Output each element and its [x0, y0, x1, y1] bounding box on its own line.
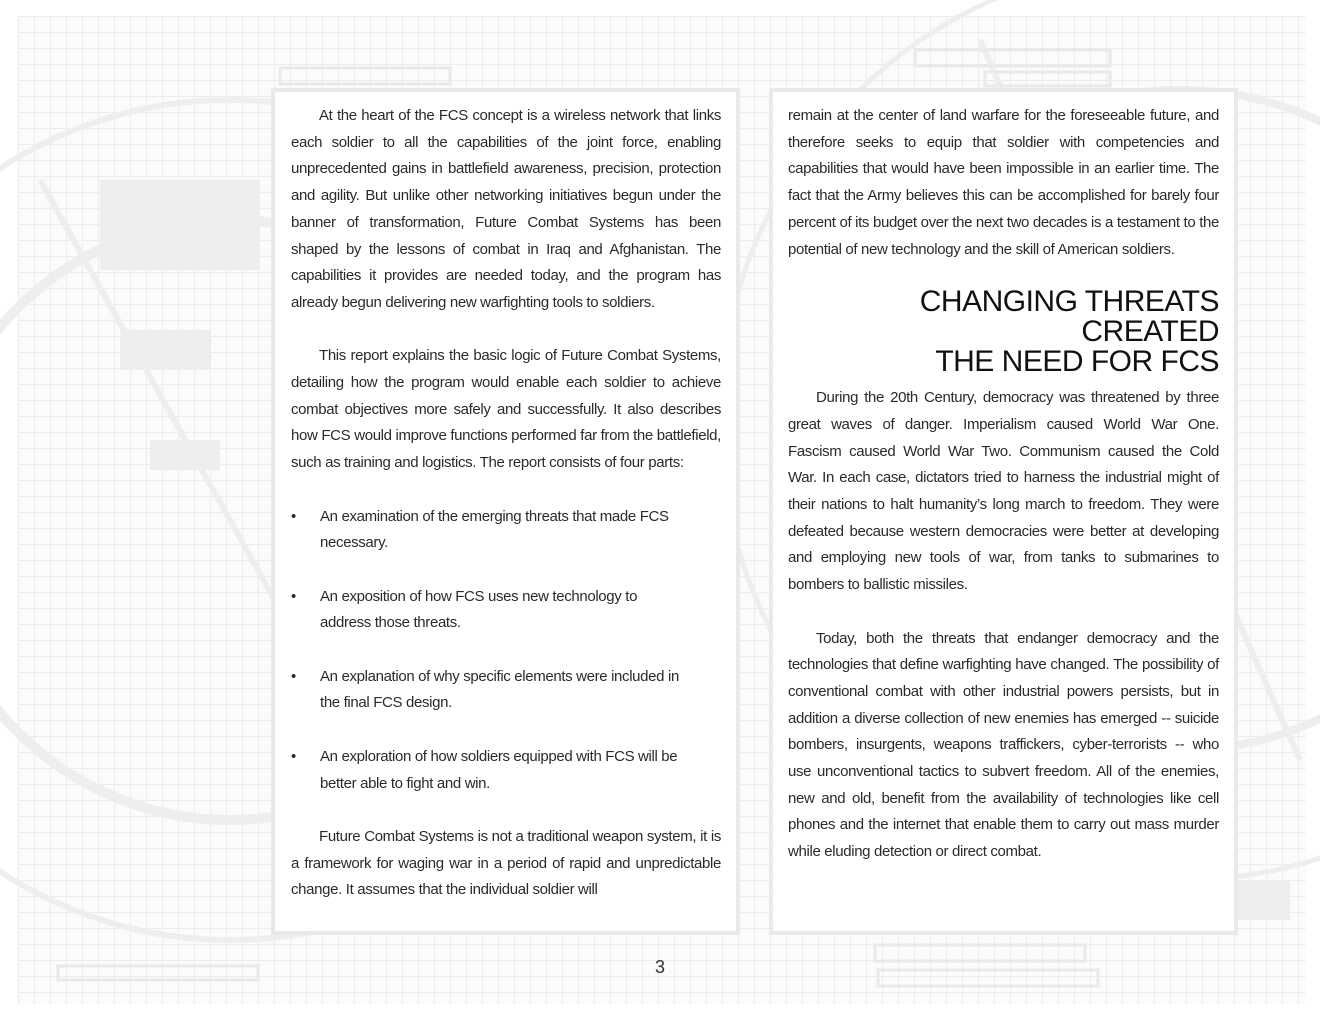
- bullet-icon: •: [291, 587, 296, 605]
- right-paragraph-1: remain at the center of land warfare for the foreseeable future, and therefore seeks to equip that soldier with competencies and capabilities that would have been impossible in an earlier time. The fact that the Army believes this can be accomplished for barely four percent of its budget over the next two decades is a testament to the potential of new technology and the skill of American soldiers.: [788, 107, 1219, 258]
- list-item-text: An explanation of why specific elements were included in the final FCS design.: [320, 667, 679, 712]
- left-column: [291, 103, 721, 904]
- bullet-icon: •: [291, 667, 296, 685]
- left-paragraph-2: This report explains the basic logic of Future Combat Systems, detailing how the program would enable each soldier to achieve combat objectives more safely and successfully. It also describes how FCS would improve functions performed far from the battlefield, such as training and logistics. The report consists of four parts:: [291, 347, 721, 472]
- section-heading-line-1: CHANGING THREATS CREATED: [919, 285, 1219, 349]
- section-heading-line-2: THE NEED FOR FCS: [935, 345, 1219, 379]
- list-spacer: [291, 637, 721, 664]
- right-column: [788, 103, 1219, 866]
- parts-list: [291, 504, 721, 798]
- left-paragraph-3: Future Combat Systems is not a traditional weapon system, it is a framework for waging war in a period of rapid and unpredictable change. It assumes that the individual soldier will: [291, 827, 721, 899]
- list-item: [291, 744, 721, 797]
- right-paragraph-2: During the 20th Century, democracy was threatened by three great waves of danger. Imperialism caused World War One. Fascism caused World War Two. Communism caused the Cold War. In each case, dictators tried to harness the industrial might of their nations to halt humanity’s long march to freedom. They were defeated because western democracies were better at developing and employing new tools of war, from tanks to submarines to bombers to ballistic missiles.: [788, 389, 1219, 594]
- left-paragraph-1: At the heart of the FCS concept is a wireless network that links each soldier to all the capabilities of the joint force, enabling unprecedented gains in battlefield awareness, precision, protection and agility. But unlike other networking initiatives begun under the banner of transformation, Future Combat Systems has been shaped by the lessons of combat in Iraq and Afghanistan. The capabilities it provides are needed today, and the program has already begun delivering new warfighting tools to soldiers.: [291, 107, 721, 311]
- list-item: [291, 584, 721, 637]
- list-spacer: [291, 557, 721, 584]
- list-spacer: [291, 717, 721, 744]
- section-heading: [788, 287, 1219, 377]
- list-item-text: An exposition of how FCS uses new technology to address those threats.: [320, 587, 638, 632]
- list-item: [291, 504, 721, 557]
- bullet-icon: •: [291, 507, 296, 525]
- page-number: 3: [654, 957, 665, 977]
- list-item-text: An exploration of how soldiers equipped with FCS will be better able to fight and win.: [320, 747, 678, 792]
- list-item: [291, 664, 721, 717]
- right-paragraph-3: Today, both the threats that endanger democracy and the technologies that define warfighting have changed. The possibility of conventional combat with other industrial powers persists, but in addition a diverse collection of new enemies has emerged -- suicide bombers, insurgents, weapons traffickers, cyber-terrorists -- who use unconventional tactics to subvert freedom. All of the enemies, new and old, benefit from the availability of technologies like cell phones and the internet that enable them to carry out mass murder while eluding detection or direct combat.: [788, 629, 1219, 861]
- bullet-icon: •: [291, 747, 296, 765]
- list-item-text: An examination of the emerging threats that made FCS necessary.: [320, 507, 669, 552]
